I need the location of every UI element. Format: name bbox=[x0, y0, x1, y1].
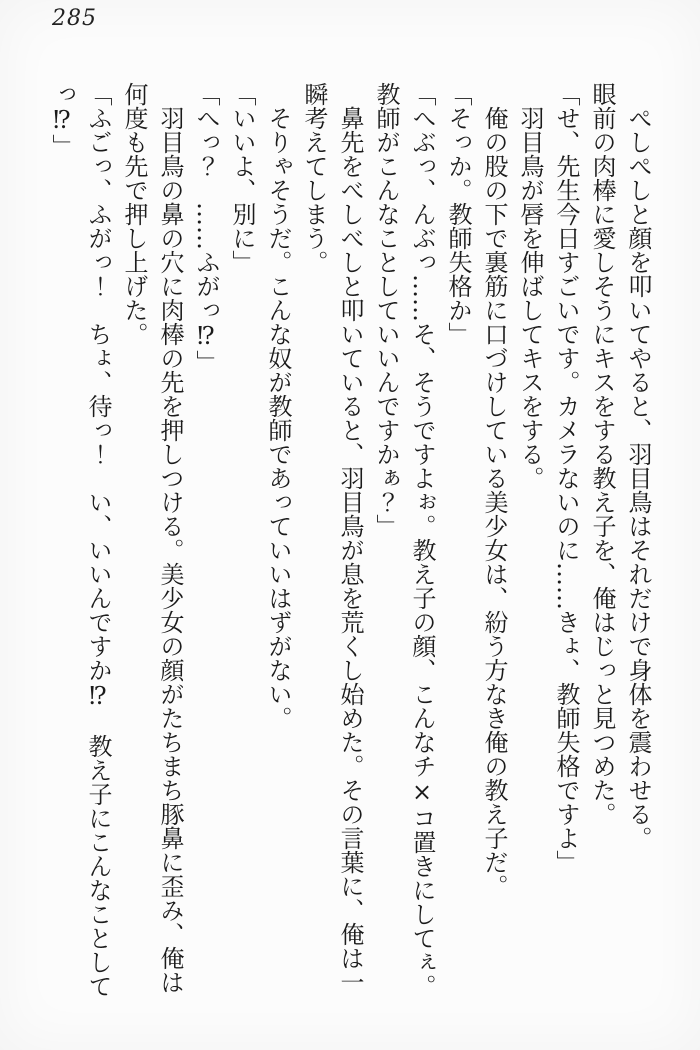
text-line: 「へぶっ、んぶっ……そ、そうですよぉ。教え子の顔、こんなチ×コ置きにしてぇ。 bbox=[408, 82, 436, 998]
text-line: 何度も先で押し上げた。 bbox=[120, 82, 148, 346]
text-line: っ⁉」 bbox=[48, 82, 76, 158]
text-line: 「ふごっ、ふがっ！ ちょ、待っ！ い、いいんですか⁉ 教え子にこんなことして bbox=[84, 82, 112, 998]
text-line: 「へっ？ ……ふがっ⁉」 bbox=[192, 82, 220, 374]
text-line: 俺の股の下で裏筋に口づけしている美少女は、紛う方なき俺の教え子だ。 bbox=[480, 106, 508, 898]
text-line: 瞬考えてしまう。 bbox=[300, 82, 328, 274]
page-number: 285 bbox=[52, 6, 97, 31]
text-line: 羽目鳥が唇を伸ばしてキスをする。 bbox=[516, 106, 544, 490]
text-line: 羽目鳥の鼻の穴に肉棒の先を押しつける。美少女の顔がたちまち豚鼻に歪み、俺は bbox=[156, 106, 184, 994]
text-line: 眼前の肉棒に愛しそうにキスをする教え子を、俺はじっと見つめた。 bbox=[588, 82, 616, 826]
vertical-text-block bbox=[40, 82, 656, 1000]
text-line: 教師がこんなことしていいんですかぁ？」 bbox=[372, 82, 400, 538]
text-line: 「せ、先生今日すごいです。カメラないのに……きょ、教師失格ですよ」 bbox=[552, 82, 580, 874]
text-line: 「そっか。教師失格か」 bbox=[444, 82, 472, 346]
text-line: 「いいよ、別に」 bbox=[228, 82, 256, 274]
text-line: 鼻先をべしべしと叩いていると、羽目鳥が息を荒くし始めた。その言葉に、俺は一 bbox=[336, 106, 364, 994]
text-line: ぺしぺしと顔を叩いてやると、羽目鳥はそれだけで身体を震わせる。 bbox=[624, 106, 652, 850]
text-line: そりゃそうだ。こんな奴が教師であっていいはずがない。 bbox=[264, 106, 292, 730]
